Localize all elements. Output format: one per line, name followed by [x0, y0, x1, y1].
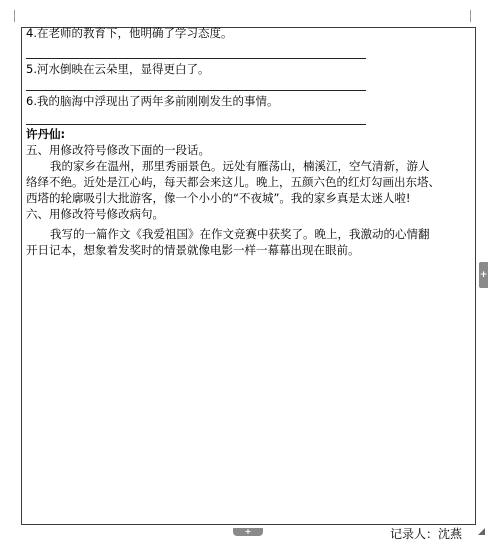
section-5-heading[interactable]: 五、用修改符号修改下面的一段话。 — [26, 143, 210, 157]
paragraph-line[interactable]: 我写的一篇作文《我爱祖国》在作文竞赛中获奖了。晚上，我激动的心情翻 — [50, 227, 430, 241]
paragraph-line[interactable]: 我的家乡在温州，那里秀丽景色。远处有雁荡山，楠溪江，空气清新，游人 — [50, 159, 430, 173]
paragraph-line[interactable]: 开日记本，想象着发奖时的情景就像电影一样一幕幕出现在眼前。 — [26, 243, 360, 257]
sentence-6[interactable]: 6.我的脑海中浮现出了两年多前刚刚发生的事情。 — [26, 94, 279, 108]
paragraph-line[interactable]: 络绎不绝。近处是江心屿，每天都会来这儿。晚上，五颜六色的红灯勾画出东塔、 — [26, 175, 440, 189]
section-6-heading[interactable]: 六、用修改符号修改病句。 — [26, 207, 164, 221]
recorder-label: 记录人：沈燕 — [390, 527, 463, 541]
resize-grip-icon[interactable] — [478, 528, 485, 535]
sentence-5[interactable]: 5.河水倒映在云朵里，显得更白了。 — [26, 62, 210, 76]
document-page — [21, 27, 476, 525]
crop-mark-left — [14, 10, 15, 22]
answer-line-5 — [26, 90, 366, 91]
answer-line-4 — [26, 58, 366, 59]
bottom-expand-button[interactable]: + — [233, 528, 263, 536]
paragraph-line[interactable]: 西塔的轮廓吸引大批游客，像一个小小的“不夜城”。我的家乡真是太迷人啦! — [26, 191, 411, 205]
side-expand-button[interactable]: + — [479, 262, 488, 288]
answer-line-6 — [26, 124, 366, 125]
author-name[interactable]: 许丹仙: — [26, 127, 66, 141]
crop-mark-right — [470, 10, 471, 22]
sentence-4[interactable]: 4.在老师的教育下，他明确了学习态度。 — [26, 26, 233, 40]
